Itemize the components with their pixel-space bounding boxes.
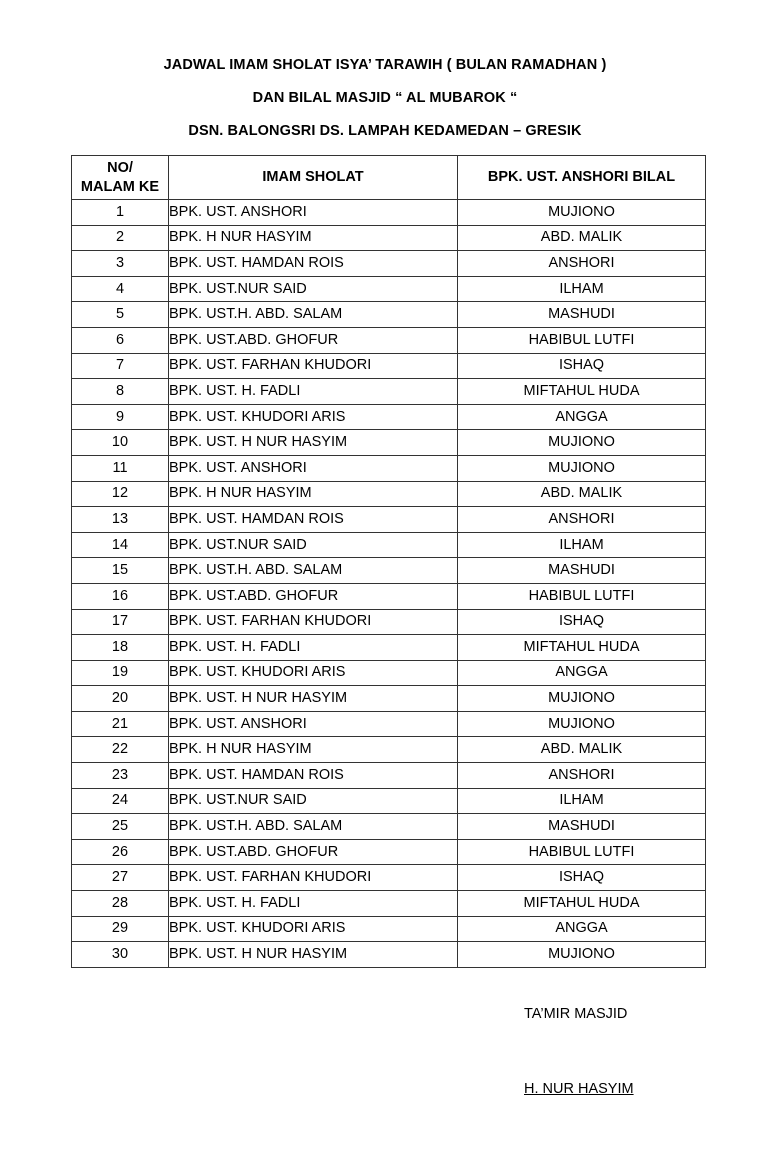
table-row	[72, 353, 706, 379]
schedule-body	[72, 200, 706, 968]
table-row	[72, 558, 706, 584]
table-row	[72, 763, 706, 789]
bilal-cell: ABD. MALIK	[458, 225, 706, 251]
bilal-cell: MASHUDI	[458, 558, 706, 584]
night-number-cell: 28	[72, 891, 169, 917]
schedule-table	[71, 155, 706, 968]
bilal-cell: MUJIONO	[458, 430, 706, 456]
table-row	[72, 788, 706, 814]
imam-cell: BPK. UST.H. ABD. SALAM	[169, 814, 458, 840]
bilal-cell: MUJIONO	[458, 686, 706, 712]
imam-cell: BPK. H NUR HASYIM	[169, 225, 458, 251]
night-number-cell: 3	[72, 251, 169, 277]
bilal-cell: MIFTAHUL HUDA	[458, 379, 706, 405]
imam-cell: BPK. UST. H NUR HASYIM	[169, 430, 458, 456]
imam-cell: BPK. UST. H NUR HASYIM	[169, 942, 458, 968]
bilal-cell: ANGGA	[458, 916, 706, 942]
imam-cell: BPK. UST. HAMDAN ROIS	[169, 507, 458, 533]
imam-cell: BPK. UST.NUR SAID	[169, 788, 458, 814]
night-number-cell: 8	[72, 379, 169, 405]
table-row	[72, 660, 706, 686]
night-number-cell: 23	[72, 763, 169, 789]
night-number-cell: 11	[72, 455, 169, 481]
imam-cell: BPK. UST. H. FADLI	[169, 379, 458, 405]
night-number-cell: 6	[72, 327, 169, 353]
signature-organization: TA’MIR MASJID	[524, 1006, 628, 1022]
table-row	[72, 686, 706, 712]
imam-cell: BPK. UST.NUR SAID	[169, 276, 458, 302]
column-header-night-line2: MALAM KE	[80, 178, 160, 195]
night-number-cell: 5	[72, 302, 169, 328]
table-row	[72, 891, 706, 917]
bilal-cell: ANSHORI	[458, 251, 706, 277]
imam-cell: BPK. UST. ANSHORI	[169, 200, 458, 226]
table-row	[72, 942, 706, 968]
night-number-cell: 24	[72, 788, 169, 814]
document-subtitle: DAN BILAL MASJID “ AL MUBAROK “	[252, 90, 518, 106]
table-row	[72, 507, 706, 533]
bilal-cell: ANSHORI	[458, 507, 706, 533]
bilal-cell: ABD. MALIK	[458, 481, 706, 507]
bilal-cell: ILHAM	[458, 532, 706, 558]
table-row	[72, 635, 706, 661]
imam-cell: BPK. UST. FARHAN KHUDORI	[169, 353, 458, 379]
table-row	[72, 455, 706, 481]
bilal-cell: HABIBUL LUTFI	[458, 327, 706, 353]
night-number-cell: 20	[72, 686, 169, 712]
night-number-cell: 27	[72, 865, 169, 891]
table-row	[72, 532, 706, 558]
table-row	[72, 711, 706, 737]
night-number-cell: 15	[72, 558, 169, 584]
bilal-cell: HABIBUL LUTFI	[458, 583, 706, 609]
table-row	[72, 916, 706, 942]
imam-cell: BPK. UST. H NUR HASYIM	[169, 686, 458, 712]
bilal-cell: MASHUDI	[458, 814, 706, 840]
imam-cell: BPK. UST. KHUDORI ARIS	[169, 660, 458, 686]
imam-cell: BPK. UST. H. FADLI	[169, 635, 458, 661]
night-number-cell: 25	[72, 814, 169, 840]
table-row	[72, 200, 706, 226]
bilal-cell: ISHAQ	[458, 609, 706, 635]
bilal-cell: HABIBUL LUTFI	[458, 839, 706, 865]
bilal-cell: ANGGA	[458, 404, 706, 430]
table-row	[72, 404, 706, 430]
table-row	[72, 302, 706, 328]
night-number-cell: 12	[72, 481, 169, 507]
night-number-cell: 10	[72, 430, 169, 456]
table-header-row	[72, 156, 706, 200]
imam-cell: BPK. H NUR HASYIM	[169, 481, 458, 507]
night-number-cell: 14	[72, 532, 169, 558]
night-number-cell: 29	[72, 916, 169, 942]
bilal-cell: ANGGA	[458, 660, 706, 686]
night-number-cell: 17	[72, 609, 169, 635]
imam-cell: BPK. UST. FARHAN KHUDORI	[169, 609, 458, 635]
night-number-cell: 7	[72, 353, 169, 379]
signature-name: H. NUR HASYIM	[524, 1081, 634, 1097]
night-number-cell: 19	[72, 660, 169, 686]
column-header-bilal: BPK. UST. ANSHORI BILAL	[458, 156, 706, 200]
night-number-cell: 13	[72, 507, 169, 533]
imam-cell: BPK. H NUR HASYIM	[169, 737, 458, 763]
table-row	[72, 839, 706, 865]
bilal-cell: MUJIONO	[458, 200, 706, 226]
imam-cell: BPK. UST. HAMDAN ROIS	[169, 251, 458, 277]
bilal-cell: MUJIONO	[458, 711, 706, 737]
imam-cell: BPK. UST.ABD. GHOFUR	[169, 839, 458, 865]
bilal-cell: MUJIONO	[458, 455, 706, 481]
imam-cell: BPK. UST.H. ABD. SALAM	[169, 302, 458, 328]
column-header-imam: IMAM SHOLAT	[169, 156, 458, 200]
bilal-cell: ILHAM	[458, 276, 706, 302]
imam-cell: BPK. UST.H. ABD. SALAM	[169, 558, 458, 584]
table-row	[72, 225, 706, 251]
night-number-cell: 16	[72, 583, 169, 609]
night-number-cell: 22	[72, 737, 169, 763]
table-row	[72, 430, 706, 456]
bilal-cell: MASHUDI	[458, 302, 706, 328]
night-number-cell: 30	[72, 942, 169, 968]
imam-cell: BPK. UST.ABD. GHOFUR	[169, 583, 458, 609]
bilal-cell: ISHAQ	[458, 865, 706, 891]
night-number-cell: 26	[72, 839, 169, 865]
night-number-cell: 18	[72, 635, 169, 661]
imam-cell: BPK. UST.ABD. GHOFUR	[169, 327, 458, 353]
imam-cell: BPK. UST. ANSHORI	[169, 455, 458, 481]
imam-cell: BPK. UST. KHUDORI ARIS	[169, 404, 458, 430]
table-row	[72, 481, 706, 507]
table-row	[72, 737, 706, 763]
table-row	[72, 327, 706, 353]
table-row	[72, 865, 706, 891]
bilal-cell: ABD. MALIK	[458, 737, 706, 763]
table-row	[72, 814, 706, 840]
night-number-cell: 4	[72, 276, 169, 302]
column-header-night-line1: NO/	[107, 159, 133, 176]
night-number-cell: 9	[72, 404, 169, 430]
document-location: DSN. BALONGSRI DS. LAMPAH KEDAMEDAN – GRESIK	[188, 123, 582, 139]
table-row	[72, 251, 706, 277]
table-row	[72, 276, 706, 302]
night-number-cell: 2	[72, 225, 169, 251]
bilal-cell: ISHAQ	[458, 353, 706, 379]
bilal-cell: MIFTAHUL HUDA	[458, 635, 706, 661]
imam-cell: BPK. UST. HAMDAN ROIS	[169, 763, 458, 789]
imam-cell: BPK. UST. KHUDORI ARIS	[169, 916, 458, 942]
table-row	[72, 609, 706, 635]
column-header-night	[72, 156, 169, 200]
imam-cell: BPK. UST.NUR SAID	[169, 532, 458, 558]
night-number-cell: 21	[72, 711, 169, 737]
bilal-cell: ANSHORI	[458, 763, 706, 789]
table-row	[72, 379, 706, 405]
imam-cell: BPK. UST. H. FADLI	[169, 891, 458, 917]
bilal-cell: ILHAM	[458, 788, 706, 814]
imam-cell: BPK. UST. ANSHORI	[169, 711, 458, 737]
bilal-cell: MUJIONO	[458, 942, 706, 968]
table-row	[72, 583, 706, 609]
night-number-cell: 1	[72, 200, 169, 226]
bilal-cell: MIFTAHUL HUDA	[458, 891, 706, 917]
imam-cell: BPK. UST. FARHAN KHUDORI	[169, 865, 458, 891]
document-title: JADWAL IMAM SHOLAT ISYA’ TARAWIH ( BULAN RAMADHAN )	[163, 57, 607, 73]
